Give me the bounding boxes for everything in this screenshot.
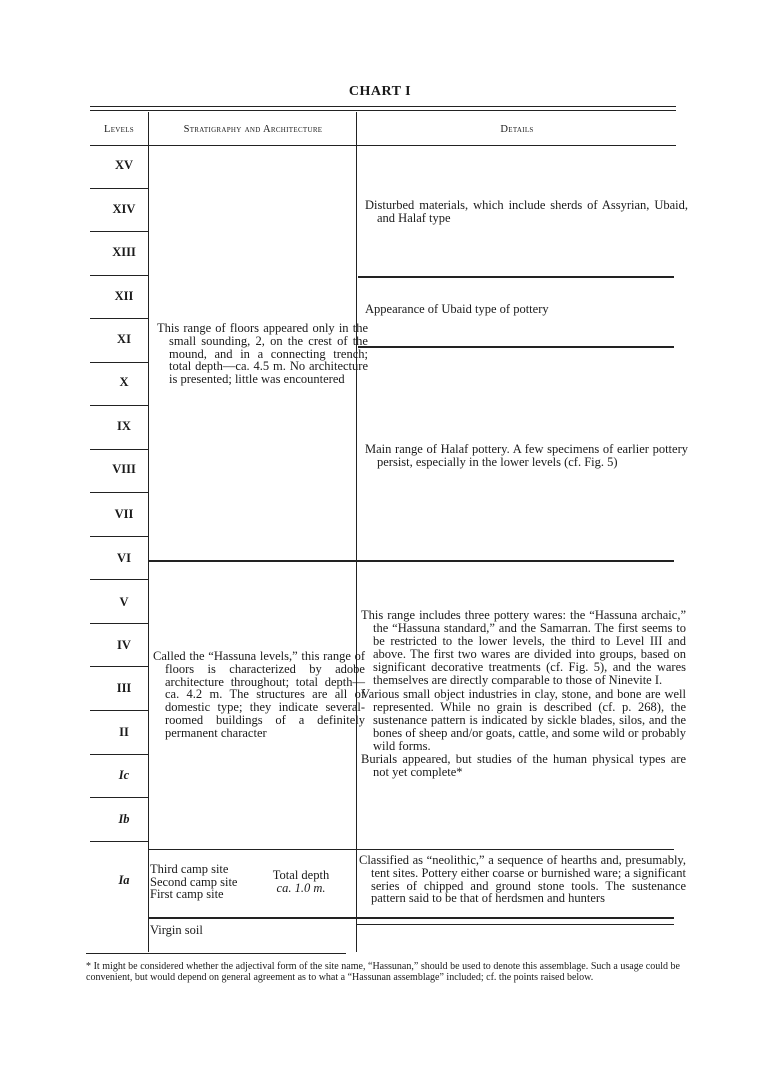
level-label: XII xyxy=(114,289,134,303)
level-label: XIV xyxy=(112,202,136,216)
level-rule xyxy=(90,492,148,493)
details-disturbed: Disturbed materials, which include sherds of Assyrian, Ubaid, and Halaf type xyxy=(365,198,688,225)
camp-sites xyxy=(150,863,270,901)
details-ubaid: Appearance of Ubaid type of pottery xyxy=(365,302,549,316)
level-label: VII xyxy=(114,507,134,521)
footnote-rule xyxy=(86,953,346,954)
level-rule xyxy=(90,754,148,755)
virgin-soil: Virgin soil xyxy=(150,923,203,937)
level-label: XIII xyxy=(112,245,136,259)
details-wares: This range includes three pottery wares: the “Hassuna archaic,” the “Hassuna standard,” and the Samarran. The first seems to be restricted to the lower levels, the third to Level III and above. The first two wares are divided into groups, based on significant decorative treatments (cf. Fig. 5), and the wares themselves are directly comparable to those of Ninevite I. xyxy=(361,608,686,688)
chart-title: CHART I xyxy=(348,84,412,99)
details-hassuna xyxy=(361,609,686,779)
camp-depth-value: ca. 1.0 m. xyxy=(276,881,326,895)
camp-site-item: Third camp site xyxy=(150,862,229,876)
level-rule xyxy=(90,405,148,406)
header-rule xyxy=(90,145,676,146)
level-label: IX xyxy=(117,419,131,433)
level-rule xyxy=(90,579,148,580)
section-rule-virgin xyxy=(148,917,674,919)
section-rule-camps xyxy=(148,849,674,850)
level-label: III xyxy=(116,681,132,695)
level-label: VIII xyxy=(112,462,136,476)
level-rule xyxy=(90,841,148,842)
level-rule xyxy=(90,231,148,232)
level-rule xyxy=(90,536,148,537)
details-halaf: Main range of Halaf pottery. A few specimens of earlier pottery persist, especially in the lower levels (cf. Fig. 5) xyxy=(365,442,688,469)
details-rule-halaf xyxy=(358,346,674,348)
level-label: X xyxy=(119,375,129,389)
level-label: XI xyxy=(117,332,131,346)
level-rule xyxy=(90,623,148,624)
level-rule xyxy=(90,449,148,450)
level-rule xyxy=(90,710,148,711)
column-divider-2 xyxy=(356,112,357,952)
level-rule xyxy=(90,275,148,276)
camp-site-item: Second camp site xyxy=(150,874,238,889)
level-rule xyxy=(90,318,148,319)
level-rule xyxy=(90,666,148,667)
details-burials: Burials appeared, but studies of the human physical types are not yet complete* xyxy=(361,752,686,780)
level-label: IV xyxy=(117,638,131,652)
level-label: VI xyxy=(117,551,131,565)
details-neolithic: Classified as “neolithic,” a sequence of hearths and, presumably, tent sites. Pottery either coarse or burnished ware; a significant series of chipped and ground stone tools. The sustenance pattern said to be that of herdsmen and hunters xyxy=(359,853,686,906)
level-label: V xyxy=(119,595,129,609)
section-rule-details-bottom xyxy=(356,924,674,925)
level-label: II xyxy=(119,725,129,739)
details-rule-ubaid xyxy=(358,276,674,278)
camp-depth-label: Total depth xyxy=(272,868,330,882)
level-rule xyxy=(90,188,148,189)
header-stratigraphy: Stratigraphy and Architecture xyxy=(183,124,323,135)
level-label: Ib xyxy=(118,812,130,826)
level-rule xyxy=(90,797,148,798)
header-details: Details xyxy=(500,124,534,135)
strat-upper-text: This range of floors appeared only in the small sounding, 2, on the crest of the mound, and in a connecting trench; total depth—ca. 4.5 m. No architecture is presented; little was encountered xyxy=(157,321,368,387)
camp-depth xyxy=(258,869,344,895)
details-objects: Various small object industries in clay, stone, and bone are well represented. While no grain is described (cf. p. 268), the sustenance pattern is indicated by sickle blades, silos, and the bones of sheep and/or goats, cattle, and some wild or probably wild forms. xyxy=(361,686,686,753)
top-rule-2 xyxy=(90,110,676,111)
header-levels: Levels xyxy=(104,124,134,135)
camp-site-item: First camp site xyxy=(150,887,224,901)
level-label: Ic xyxy=(118,768,130,782)
level-label: Ia xyxy=(118,873,130,887)
level-rule xyxy=(90,362,148,363)
strat-hassuna-text: Called the “Hassuna levels,” this range of floors is characterized by adobe architecture throughout; total depth—ca. 4.2 m. The structures are all of domestic type; they indicate several-roomed buildings of a definitely permanent character xyxy=(153,649,365,740)
top-rule xyxy=(90,106,676,107)
section-rule-hassuna xyxy=(148,560,674,562)
footnote: * It might be considered whether the adjectival form of the site name, “Hassunan,” should be used to denote this assemblage. Such a usage could be convenient, but would depend on general agreement as to what a “Hassunan assemblage” included; cf. the points raised below. xyxy=(86,961,680,983)
level-label: XV xyxy=(114,158,134,172)
